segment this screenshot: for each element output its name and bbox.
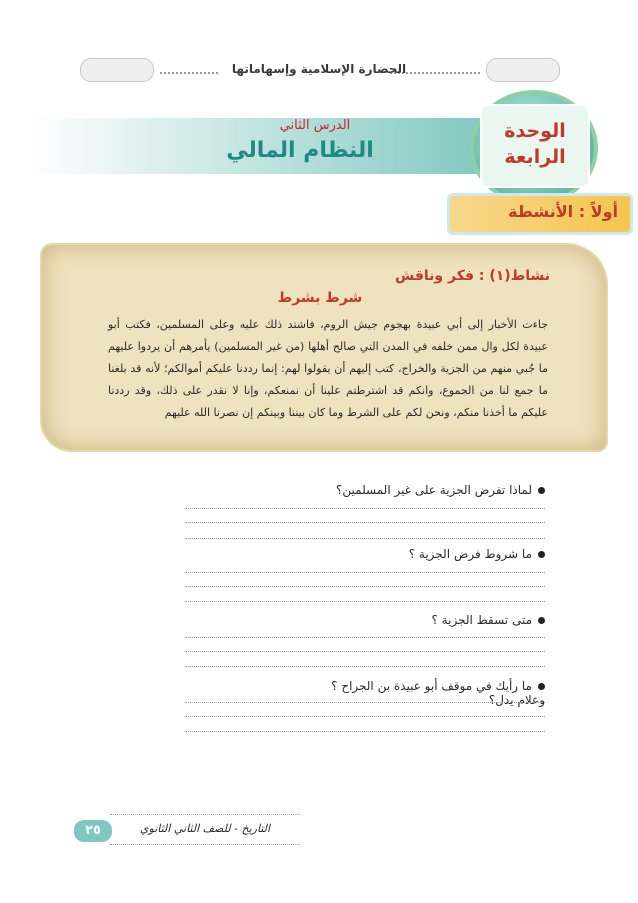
activity-passage: جاءت الأخبار إلى أبي عبيدة بهجوم جيش الروم، فاشتد ذلك عليه وعلى المسلمين، فكتب أبو عبيدة لكل وال ممن خلفه في المدن التي صالح أهلها (من غير المسلمين) يأمرهم أن يردوا عليهم ما جُبي منهم من الجزية والخراج، كتب إليهم أن يقولوا لهم: إنما رددنا عليكم أموالكم؛ لأنه قد بلغنا ما جمع لنا من الجموع، وانكم قد اشترطتم علينا أن نمنعكم، وإنا لا نقدر على ذلك، وقد رددنا عليكم ما أخذنا منكم، ونحن لكم على الشرط وما كان بيننا وبينكم إن نصرنا الله عليهم xyxy=(108,318,548,419)
answer-line[interactable] xyxy=(185,637,545,638)
question-text: ما شروط فرض الجزية ؟ xyxy=(408,547,532,561)
answer-line[interactable] xyxy=(185,731,545,732)
bullet-icon xyxy=(538,683,545,690)
answer-line[interactable] xyxy=(185,601,545,602)
bullet-icon xyxy=(538,551,545,558)
unit-line-2: الرابعة xyxy=(504,146,566,168)
section-title: أولاً : الأنشطة xyxy=(508,202,618,221)
footer-book-title: التاريخ - للصف الثاني الثانوي xyxy=(139,822,271,835)
question-text: متى تسقط الجزية ؟ xyxy=(431,613,532,627)
lesson-title: النظام المالي xyxy=(226,138,374,163)
answer-line[interactable] xyxy=(185,508,545,509)
footer-dots-top xyxy=(110,814,300,815)
answer-line[interactable] xyxy=(185,702,545,703)
footer-dots-bottom xyxy=(110,844,300,845)
unit-line-1: الوحدة xyxy=(504,120,566,142)
header-title: الحضارة الإسلامية وإسهاماتها xyxy=(231,62,407,76)
answer-line[interactable] xyxy=(185,572,545,573)
activity-title: نشاط(١) : فكر وناقش xyxy=(394,268,550,284)
question-3 xyxy=(300,613,545,627)
answer-line[interactable] xyxy=(185,522,545,523)
lesson-subtitle: الدرس الثاني xyxy=(279,118,351,133)
bullet-icon xyxy=(538,617,545,624)
question-text: لماذا تفرض الجزية على غير المسلمين؟ xyxy=(336,483,532,497)
answer-line[interactable] xyxy=(185,666,545,667)
answer-line[interactable] xyxy=(185,651,545,652)
bullet-icon xyxy=(538,487,545,494)
question-text: ما رأيك في موقف أبو عبيدة بن الجراح ؟ وعلام يدل؟ xyxy=(331,679,545,707)
page-number: ٢٥ xyxy=(74,820,112,842)
answer-line[interactable] xyxy=(185,716,545,717)
answer-line[interactable] xyxy=(185,538,545,539)
activity-subtitle: شرط بشرط xyxy=(277,290,363,306)
unit-label xyxy=(480,104,590,188)
question-2 xyxy=(300,547,545,561)
answer-line[interactable] xyxy=(185,586,545,587)
question-1 xyxy=(300,483,545,497)
